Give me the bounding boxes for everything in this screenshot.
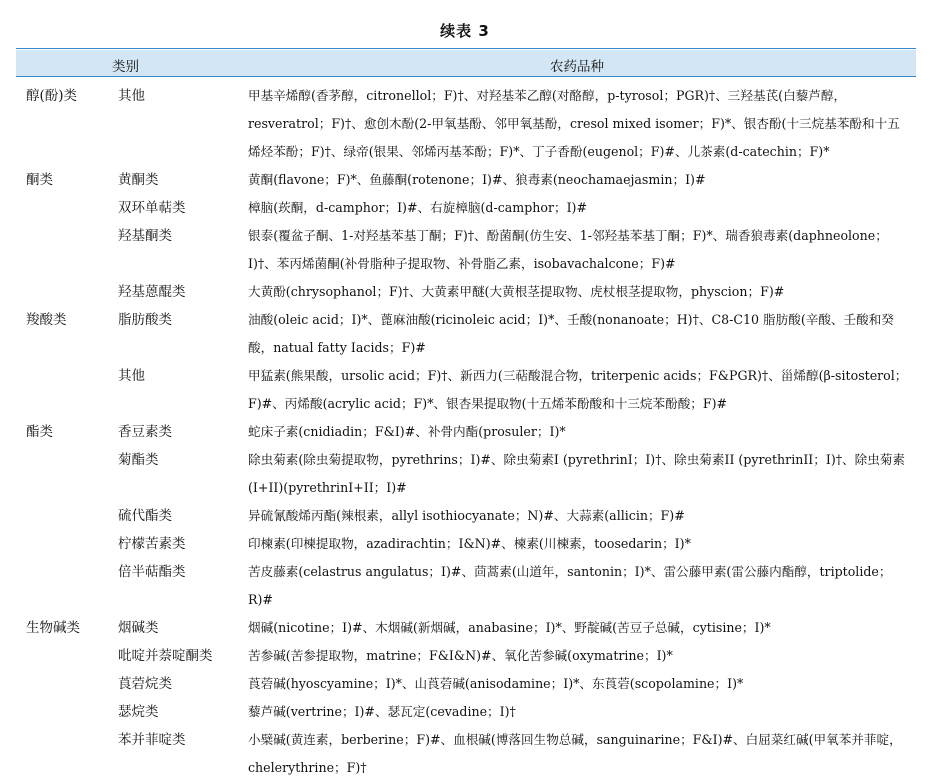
row-subclass: 黄酮类 <box>118 172 159 188</box>
row-pesticides: 大黄酚(chrysophanol；F)†、大黄素甲醚(大黄根茎提取物、虎杖根茎提取物，physcion；F)# <box>248 284 785 299</box>
row-subclass: 倍半萜酯类 <box>118 564 186 580</box>
table-row <box>0 642 930 670</box>
row-subclass: 菊酯类 <box>118 452 159 468</box>
table-title: 续表 3 <box>440 22 490 40</box>
table-row <box>0 530 930 558</box>
row-pesticides: 甲基辛烯醇(香茅醇，citronellol；F)†、对羟基苯乙醇(对酪醇，p-tyrosol；PGR)†、三羟基芪(白藜芦醇，resveratrol；F)†、愈创木酚(2-甲氧基酚、邻甲氧基酚，cresol mixed isomer；F)*、银杏酚(十三烷基苯酚和十五烯烃苯酚；F)†、绿帝(银果、邻烯丙基苯酚；F)*、丁子香酚(eugenol；F)#、儿茶素(d-catechin；F)* <box>248 88 900 159</box>
table-row <box>0 222 930 278</box>
table-row <box>0 446 930 502</box>
row-subclass: 苯并菲啶类 <box>118 732 186 748</box>
row-group: 酮类 <box>26 172 53 188</box>
table-body <box>0 82 930 782</box>
row-subclass: 双环单萜类 <box>118 200 186 216</box>
row-subclass: 羟基酮类 <box>118 228 172 244</box>
row-pesticides: 除虫菊素(除虫菊提取物，pyrethrins；I)#、除虫菊素I (pyrethrinI；I)†、除虫菊素II (pyrethrinII；I)†、除虫菊素(I+II)(pyrethrinI+II；I)# <box>248 452 906 495</box>
row-pesticides: 黄酮(flavone；F)*、鱼藤酮(rotenone；I)#、狼毒素(neochamaejasmin；I)# <box>248 172 706 187</box>
table-row <box>0 558 930 614</box>
header-category: 类别 <box>112 59 139 75</box>
row-subclass: 烟碱类 <box>118 620 159 636</box>
row-subclass: 香豆素类 <box>118 424 172 440</box>
row-subclass: 莨菪烷类 <box>118 676 172 692</box>
row-subclass: 其他 <box>118 88 145 104</box>
row-subclass: 柠檬苦素类 <box>118 536 186 552</box>
table-row <box>0 698 930 726</box>
row-pesticides: 苦皮藤素(celastrus angulatus；I)#、茴蒿素(山道年，santonin；I)*、雷公藤甲素(雷公藤内酯醇，triptolide；R)# <box>248 564 892 607</box>
row-subclass: 羟基蒽醌类 <box>118 284 186 300</box>
row-group: 羧酸类 <box>26 312 67 328</box>
table-row <box>0 194 930 222</box>
row-group: 醇(酚)类 <box>26 88 78 104</box>
header-rule <box>16 76 916 77</box>
row-subclass: 吡啶并萘啶酮类 <box>118 648 213 664</box>
row-pesticides: 樟脑(莰酮，d-camphor；I)#、右旋樟脑(d-camphor；I)# <box>248 200 588 215</box>
table-row <box>0 362 930 418</box>
table-row <box>0 278 930 306</box>
table-row <box>0 726 930 782</box>
row-group: 生物碱类 <box>26 620 80 636</box>
row-pesticides: 莨菪碱(hyoscyamine；I)*、山莨菪碱(anisodamine；I)*、东莨菪(scopolamine；I)* <box>248 676 744 691</box>
row-pesticides: 油酸(oleic acid；I)*、蓖麻油酸(ricinoleic acid；I)*、壬酸(nonanoate；H)†、C8-C10 脂肪酸(辛酸、壬酸和癸酸，natual fatty Iacids；F)# <box>248 312 894 355</box>
table-row <box>0 306 930 362</box>
top-rule <box>16 48 916 49</box>
table-row <box>0 82 930 166</box>
table-row <box>0 614 930 642</box>
row-pesticides: 甲猛素(熊果酸，ursolic acid；F)†、新西力(三萜酸混合物，triterpenic acids；F&PGR)†、甾烯醇(β-sitosterol；F)#、丙烯酸(acrylic acid；F)*、银杏果提取物(十五烯苯酚酸和十三烷苯酚酸；F)# <box>248 368 908 411</box>
row-group: 酯类 <box>26 424 53 440</box>
row-subclass: 脂肪酸类 <box>118 312 172 328</box>
row-pesticides: 小檗碱(黄连素，berberine；F)#、血根碱(博落回生物总碱，sanguinarine；F&I)#、白屈菜红碱(甲氧苯并菲啶，chelerythrine；F)† <box>248 732 902 775</box>
row-pesticides: 烟碱(nicotine；I)#、木烟碱(新烟碱，anabasine；I)*、野靛碱(苦豆子总碱，cytisine；I)* <box>248 620 771 635</box>
row-pesticides: 蛇床子素(cnidiadin；F&I)#、补骨内酯(prosuler；I)* <box>248 424 566 439</box>
table-header <box>16 50 916 76</box>
row-pesticides: 异硫氰酸烯丙酯(辣根素，allyl isothiocyanate；N)#、大蒜素(allicin；F)# <box>248 508 685 523</box>
row-subclass: 硫代酯类 <box>118 508 172 524</box>
header-pesticide-variety: 农药品种 <box>550 59 604 75</box>
row-subclass: 瑟烷类 <box>118 704 159 720</box>
table-row <box>0 670 930 698</box>
row-pesticides: 苦参碱(苦参提取物，matrine；F&I&N)#、氧化苦参碱(oxymatrine；I)* <box>248 648 673 663</box>
table-row <box>0 166 930 194</box>
row-subclass: 其他 <box>118 368 145 384</box>
table-row <box>0 418 930 446</box>
table-row <box>0 502 930 530</box>
row-pesticides: 银泰(覆盆子酮、1-对羟基苯基丁酮；F)†、酚菌酮(仿生安、1-邻羟基苯基丁酮；F)*、瑞香狼毒素(daphneolone；I)†、苯丙烯菌酮(补骨脂种子提取物、补骨脂乙素，isobavachalcone；F)# <box>248 228 888 271</box>
row-pesticides: 藜芦碱(vertrine；I)#、瑟瓦定(cevadine；I)† <box>248 704 516 719</box>
row-pesticides: 印楝素(印楝提取物，azadirachtin；I&N)#、楝素(川楝素，toosedarin；I)* <box>248 536 691 551</box>
